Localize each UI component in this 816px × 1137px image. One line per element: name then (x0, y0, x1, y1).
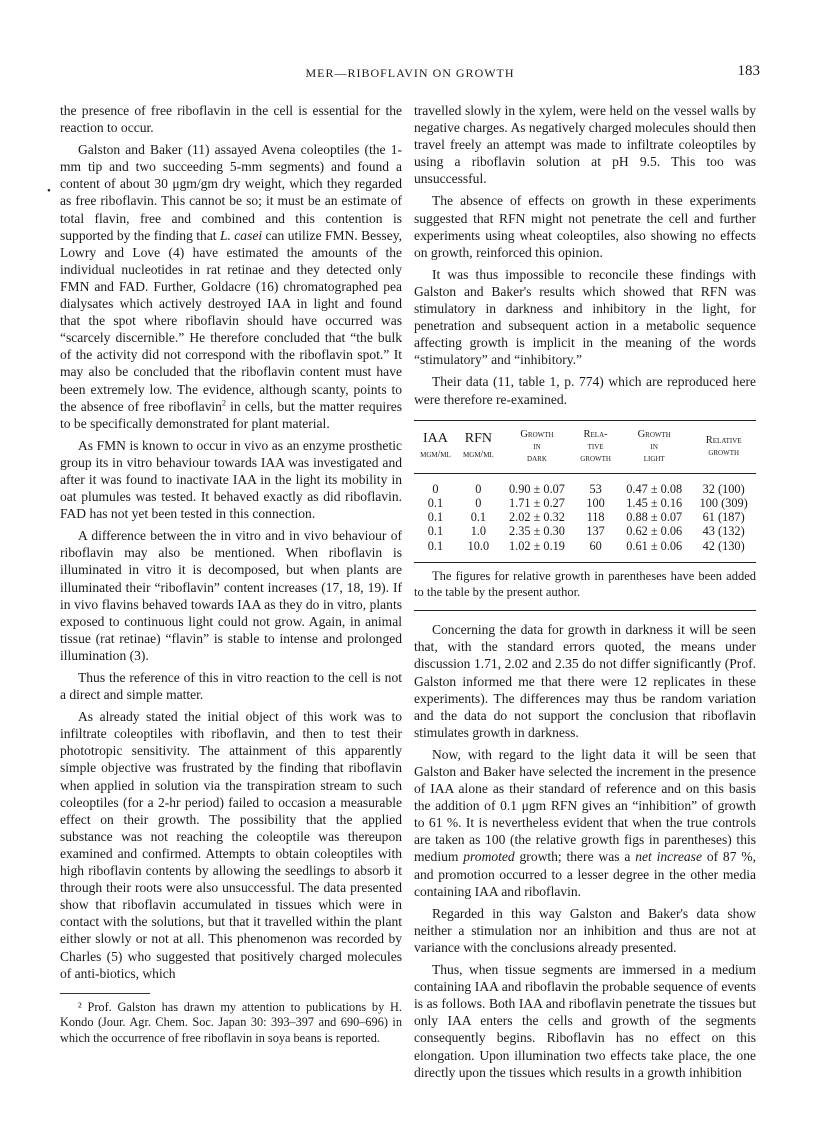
cell-growth-dark: 1.02 ± 0.19 (509, 538, 565, 553)
header-unit: μgm/ml (463, 449, 494, 460)
paragraph: The absence of effects on growth in these experiments suggested that RFN might not penetrate the cell and further experiments using wheat coleoptiles, also showing no effects on growth, reinforced this opinion. (414, 193, 756, 260)
header-text: in (533, 440, 541, 452)
cell-iaa: 0.1 (427, 510, 444, 525)
header-text: Rela- (583, 428, 608, 440)
header-text: Growth (637, 428, 671, 440)
table-row (414, 473, 756, 496)
header-text: tive (587, 440, 604, 452)
cell-relative-light: 61 (187) (702, 510, 745, 525)
footnote: ² Prof. Galston has drawn my attention to publications by H. Kondo (Jour. Agr. Chem. Soc. Japan 30: 393–397 and 690–696) in which the occurrence of free riboflavin in soya beans is reported. (60, 999, 402, 1045)
growth-data-table (414, 420, 756, 563)
header-text: RFN (464, 430, 492, 446)
cell-growth-light: 0.88 ± 0.07 (626, 510, 683, 525)
running-title: MER—RIBOFLAVIN ON GROWTH (305, 66, 515, 80)
table-row (414, 496, 756, 510)
header-text: dark (527, 452, 547, 464)
header-text: IAA (423, 430, 448, 446)
paragraph: As FMN is known to occur in vivo as an enzyme prosthetic group its in vitro behaviour towards IAA was investigated and after it was found to inactivate IAA in the light its mobility in oat plumules was tested. It behaved exactly as did riboflavin. FAD has not yet been tested in this connection. (60, 437, 402, 522)
italic-text: promoted (463, 849, 515, 865)
header-text: in (650, 440, 658, 452)
text-run: can utilize FMN. Bessey, Lowry and Love (4) have estimated the amounts of the individual nucleotides in rat retinae and they detected only FMN and FAD. Further, Goldacre (16) chromatographed pea dialysates which actively destroyed IAA in light and found that the spot where riboflavin should have occurred was “scarcely discernible.” He therefore concluded that “the bulk of the activity did not correspond with the riboflavin spot.” It may also be concluded that the riboflavin content must have been extremely low. The evidence, although scanty, points to the absence of free riboflavin (60, 227, 403, 414)
cell-iaa: 0.1 (427, 524, 444, 539)
italic-text: L. casei (219, 227, 263, 243)
table-row (414, 539, 756, 563)
table-note: The figures for relative growth in parentheses have been added to the table by the present author. (414, 569, 756, 599)
cell-relative-light: 100 (309) (699, 495, 748, 510)
cell-growth-dark: 2.02 ± 0.32 (509, 510, 565, 525)
cell-growth-light: 1.45 ± 0.16 (626, 495, 683, 510)
paragraph: Thus the reference of this in vitro reaction to the cell is not a direct and simple matter. (60, 670, 402, 703)
cell-relative-dark: 60 (589, 538, 602, 553)
page-number: 183 (737, 63, 760, 79)
col-header-rfn (457, 420, 500, 473)
col-header-growth-light (617, 420, 691, 473)
cell-iaa: 0.1 (427, 495, 444, 510)
cell-rfn: 0.1 (470, 510, 487, 525)
cell-relative-dark: 53 (589, 481, 602, 496)
cell-relative-dark: 100 (586, 495, 605, 510)
paragraph: As already stated the initial object of this work was to infiltrate coleoptiles with riboflavin, and then to test their phototropic sensitivity. The attainment of this apparently simple objective was frustrated by the finding that riboflavin when applied in solution via the transpiration stream to such coleoptiles (for a 2-hr period) failed to occasion a measurable effect on their growth. The possibility that the applied substance was not reaching the coleoptile was thereupon examined and confirmed. Attempts to obtain coleoptiles with high riboflavin contents by allowing the seedlings to absorb it through their roots were also unsuccessful. The data presented show that riboflavin accumulated in tissues which were in contact with the solutions, but that it travelled within the plant either slowly or not at all. This phenomenon was recorded by Charles (5) who suggested that positively charged molecules of anti-biotics, which (60, 709, 402, 981)
paragraph (60, 141, 402, 432)
cell-growth-dark: 1.71 ± 0.27 (509, 495, 565, 510)
table-row (414, 524, 756, 538)
paragraph: Their data (11, table 1, p. 774) which are reproduced here were therefore re-examined. (414, 374, 756, 407)
cell-growth-dark: 0.90 ± 0.07 (509, 481, 565, 496)
cell-growth-light: 0.61 ± 0.06 (626, 538, 683, 553)
cell-rfn: 1.0 (470, 524, 487, 539)
table-header-row (414, 420, 756, 473)
cell-relative-light: 42 (130) (702, 538, 745, 553)
table-row (414, 510, 756, 524)
col-header-growth-dark (500, 420, 574, 473)
cell-rfn: 10.0 (467, 538, 490, 553)
header-unit: μgm/ml (420, 449, 451, 460)
footnote-rule (60, 993, 150, 994)
text-run: Now, with regard to the light data it will be seen that Galston and Baker have selected the increment in the presence of IAA alone as their standard of reference and on this basis the addition of 0.1 μgm RFN gives an “inhibition” of growth to 61 %. It is nevertheless evident that when the true controls are taken as 100 (the relative growth figs in parentheses) this medium (414, 746, 756, 865)
text-run: in cells, but the matter requires to be specifically demonstrated for plant material. (60, 398, 402, 431)
col-header-relative-dark (574, 420, 617, 473)
cell-iaa: 0 (432, 481, 439, 496)
right-column (414, 102, 756, 1081)
cell-iaa: 0.1 (427, 538, 444, 553)
margin-mark: • (47, 185, 51, 197)
col-header-iaa (414, 420, 457, 473)
col-header-relative-light (691, 420, 756, 473)
cell-relative-dark: 137 (586, 524, 605, 539)
section-divider (414, 610, 756, 611)
cell-relative-light: 43 (132) (702, 524, 745, 539)
footnote-ref: 2 (221, 398, 226, 408)
cell-relative-light: 32 (100) (702, 481, 745, 496)
header-text: growth (708, 446, 740, 458)
text-run: growth; there was a (519, 849, 631, 865)
paragraph: travelled slowly in the xylem, were held on the vessel walls by negative charges. As negatively charged molecules should then travel freely an attempt was made to infiltrate coleoptiles by using a riboflavin solution at pH 9.5. This too was unsuccessful. (414, 103, 756, 187)
cell-growth-light: 0.62 ± 0.06 (626, 524, 683, 539)
cell-growth-dark: 2.35 ± 0.30 (509, 524, 565, 539)
text-run: Galston and Baker (11) assayed Avena coleoptiles (the 1-mm tip and two succeeding 5-mm segments) and found a content of about 30 μgm/gm dry weight, which they regarded as free riboflavin. This cannot be so; it must be an estimate of total flavin, free and combined and this contention is supported by the finding that (60, 142, 402, 243)
header-text: Relative (705, 434, 742, 446)
cell-growth-light: 0.47 ± 0.08 (626, 481, 683, 496)
running-header (60, 63, 760, 86)
cell-rfn: 0 (475, 495, 482, 510)
paragraph (414, 746, 756, 900)
italic-text: net increase (635, 849, 702, 865)
text-run: of 87 %, and promotion occurred to a lesser degree in the other media containing IAA and riboflavin. (414, 849, 756, 899)
paragraph: the presence of free riboflavin in the cell is essential for the reaction to occur. (60, 103, 402, 136)
left-column (60, 102, 402, 1046)
paragraph: Concerning the data for growth in darkness it will be seen that, with the standard errors quoted, the means under discussion 1.71, 2.02 and 2.35 do not differ significantly (Prof. Galston informed me that there were 12 replicates in these experiments). The differences may thus be random variation and the data do not support the conclusion that riboflavin stimulates growth in darkness. (414, 622, 756, 740)
paragraph: Thus, when tissue segments are immersed in a medium containing IAA and riboflavin the probable sequence of events is as follows. Both IAA and riboflavin penetrate the tissues but only IAA enters the cells and growth of the segments consequently begins. Riboflavin has no effect on this elongation. Upon illumination two effects take place, the one directly upon the tissues which results in a growth inhibition (414, 962, 756, 1080)
cell-relative-dark: 118 (586, 510, 605, 525)
cell-rfn: 0 (475, 481, 482, 496)
paragraph: Regarded in this way Galston and Baker's data show neither a stimulation nor an inhibition and thus are not at variance with the conclusions already presented. (414, 905, 756, 955)
header-text: light (643, 452, 665, 464)
paragraph: A difference between the in vitro and in vivo behaviour of riboflavin may also be mentioned. When riboflavin is illuminated in vitro it is decomposed, but when plants are illuminated their “riboflavin” content increases (17, 18, 19). If in vivo flavins behaved towards IAA as they do in vitro, plants exposed to continuous light could not grow. Again, in animal tissue (rat retinae) “flavin” is stable to intense and prolonged illumination (3). (60, 528, 402, 663)
header-text: growth (580, 452, 611, 464)
paragraph: It was thus impossible to reconcile these findings with Galston and Baker's results which showed that RFN was stimulatory in darkness and inhibitory in the light, for penetration and subsequent action in a metabolic sequence affecting growth is implicit in the meaning of the words “stimulatory” and “inhibitory.” (414, 266, 756, 368)
header-text: Growth (520, 428, 554, 440)
